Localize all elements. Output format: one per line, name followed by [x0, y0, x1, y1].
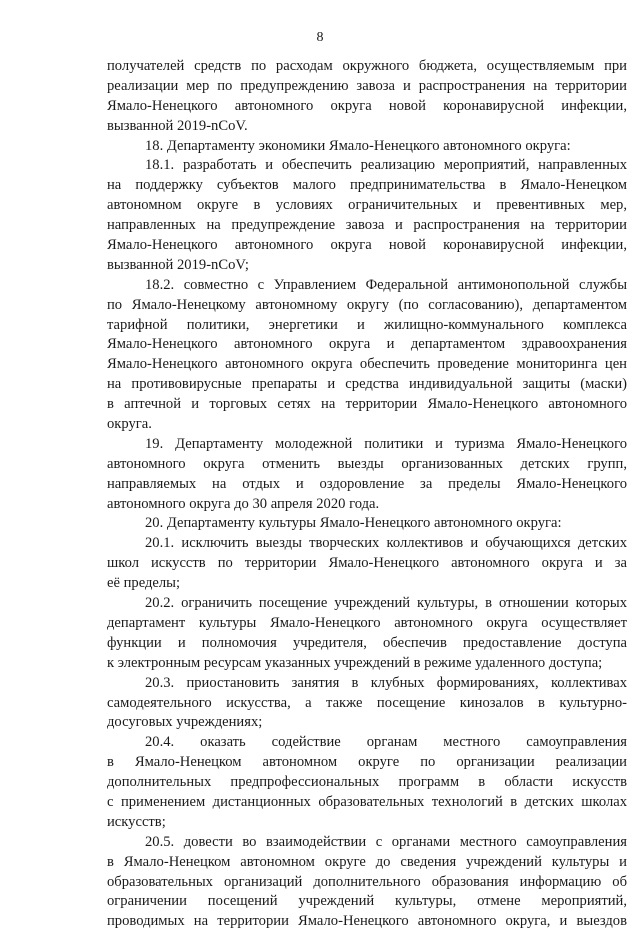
text-line: департамент культуры Ямало-Ненецкого автономного округа осуществляет — [107, 614, 627, 631]
text-line: её пределы; — [107, 575, 181, 592]
text-line: 20.2. ограничить посещение учреждений культуры, в отношении которых — [145, 595, 627, 612]
text-line: вызванной 2019-nCoV; — [107, 256, 249, 273]
text-line: округа. — [107, 416, 152, 433]
text-line: автономного округа до 30 апреля 2020 года. — [107, 495, 380, 512]
text-line: 19. Департаменту молодежной политики и туризма Ямало-Ненецкого — [145, 435, 627, 452]
text-line: 18.1. разработать и обеспечить реализацию мероприятий, направленных — [145, 157, 627, 174]
text-line: на поддержку субъектов малого предпринимательства в Ямало-Ненецком — [107, 177, 627, 194]
text-line: школ искусств по территории Ямало-Ненецкого автономного округа и за — [107, 555, 627, 572]
text-line: искусств; — [107, 813, 166, 830]
text-line: 20. Департаменту культуры Ямало-Ненецкого автономного округа: — [145, 515, 562, 532]
text-line: по Ямало-Ненецкому автономному округу (по согласованию), департаментом — [107, 296, 627, 313]
text-line: к электронным ресурсам указанных учреждений в режиме удаленного доступа; — [107, 654, 603, 671]
text-line: функции и полномочия учредителя, обеспечив предоставление доступа — [107, 634, 627, 651]
text-line: на противовирусные препараты и средства индивидуальной защиты (маски) — [107, 376, 627, 393]
text-line: направленных на предупреждение завоза и распространения на территории — [107, 217, 627, 234]
text-line: направляемых на отдых и оздоровление за пределы Ямало-Ненецкого — [107, 475, 627, 492]
text-line: 20.5. довести во взаимодействии с органами местного самоуправления — [145, 833, 627, 850]
text-line: Ямало-Ненецкого автономного округа и департаментом здравоохранения — [107, 336, 627, 353]
text-line: с применением дистанционных образовательных технологий в детских школах — [107, 793, 627, 810]
text-line: Ямало-Ненецкого автономного округа обеспечить проведение мониторинга цен — [107, 356, 627, 373]
text-line: 20.1. исключить выезды творческих коллективов и обучающихся детских — [145, 535, 627, 552]
text-line: ограничении посещений учреждений культуры, отмене мероприятий, — [107, 893, 627, 910]
text-line: Ямало-Ненецкого автономного округа новой коронавирусной инфекции, — [107, 237, 627, 254]
text-line: образовательных организаций дополнительного образования информацию об — [107, 873, 627, 890]
text-line: автономного округа отменить выезды организованных детских групп, — [107, 455, 627, 472]
page-number: 8 — [316, 30, 324, 45]
document-body — [107, 57, 627, 932]
text-line: в аптечной и торговых сетях на территории Ямало-Ненецкого автономного — [107, 396, 627, 413]
text-line: автономном округе в условиях ограничительных и превентивных мер, — [107, 197, 627, 214]
text-line: 18.2. совместно с Управлением Федеральной антимонопольной службы — [145, 276, 627, 293]
text-line: 18. Департаменту экономики Ямало-Ненецкого автономного округа: — [145, 137, 571, 154]
text-line: в Ямало-Ненецком автономном округе до сведения учреждений культуры и — [107, 853, 627, 870]
text-line: в Ямало-Ненецком автономном округе по организации реализации — [107, 754, 627, 771]
text-line: тарифной политики, энергетики и жилищно-коммунального комплекса — [107, 316, 627, 333]
text-line: 20.4. оказать содействие органам местного самоуправления — [145, 734, 627, 751]
text-line: реализации мер по предупреждению завоза и распространения на территории — [107, 77, 627, 94]
text-line: получателей средств по расходам окружного бюджета, осуществляемым при — [107, 58, 627, 74]
text-line: вызванной 2019-nCoV. — [107, 117, 248, 134]
text-line: дополнительных предпрофессиональных программ в области искусств — [107, 774, 627, 791]
text-line: самодеятельного искусства, а также посещение кинозалов в культурно- — [107, 694, 627, 711]
text-line: проводимых на территории Ямало-Ненецкого автономного округа, и выездов — [107, 913, 627, 930]
text-line: Ямало-Ненецкого автономного округа новой коронавирусной инфекции, — [107, 97, 627, 114]
text-line: 20.3. приостановить занятия в клубных формированиях, коллективах — [145, 674, 627, 691]
text-line: досуговых учреждениях; — [107, 714, 263, 731]
